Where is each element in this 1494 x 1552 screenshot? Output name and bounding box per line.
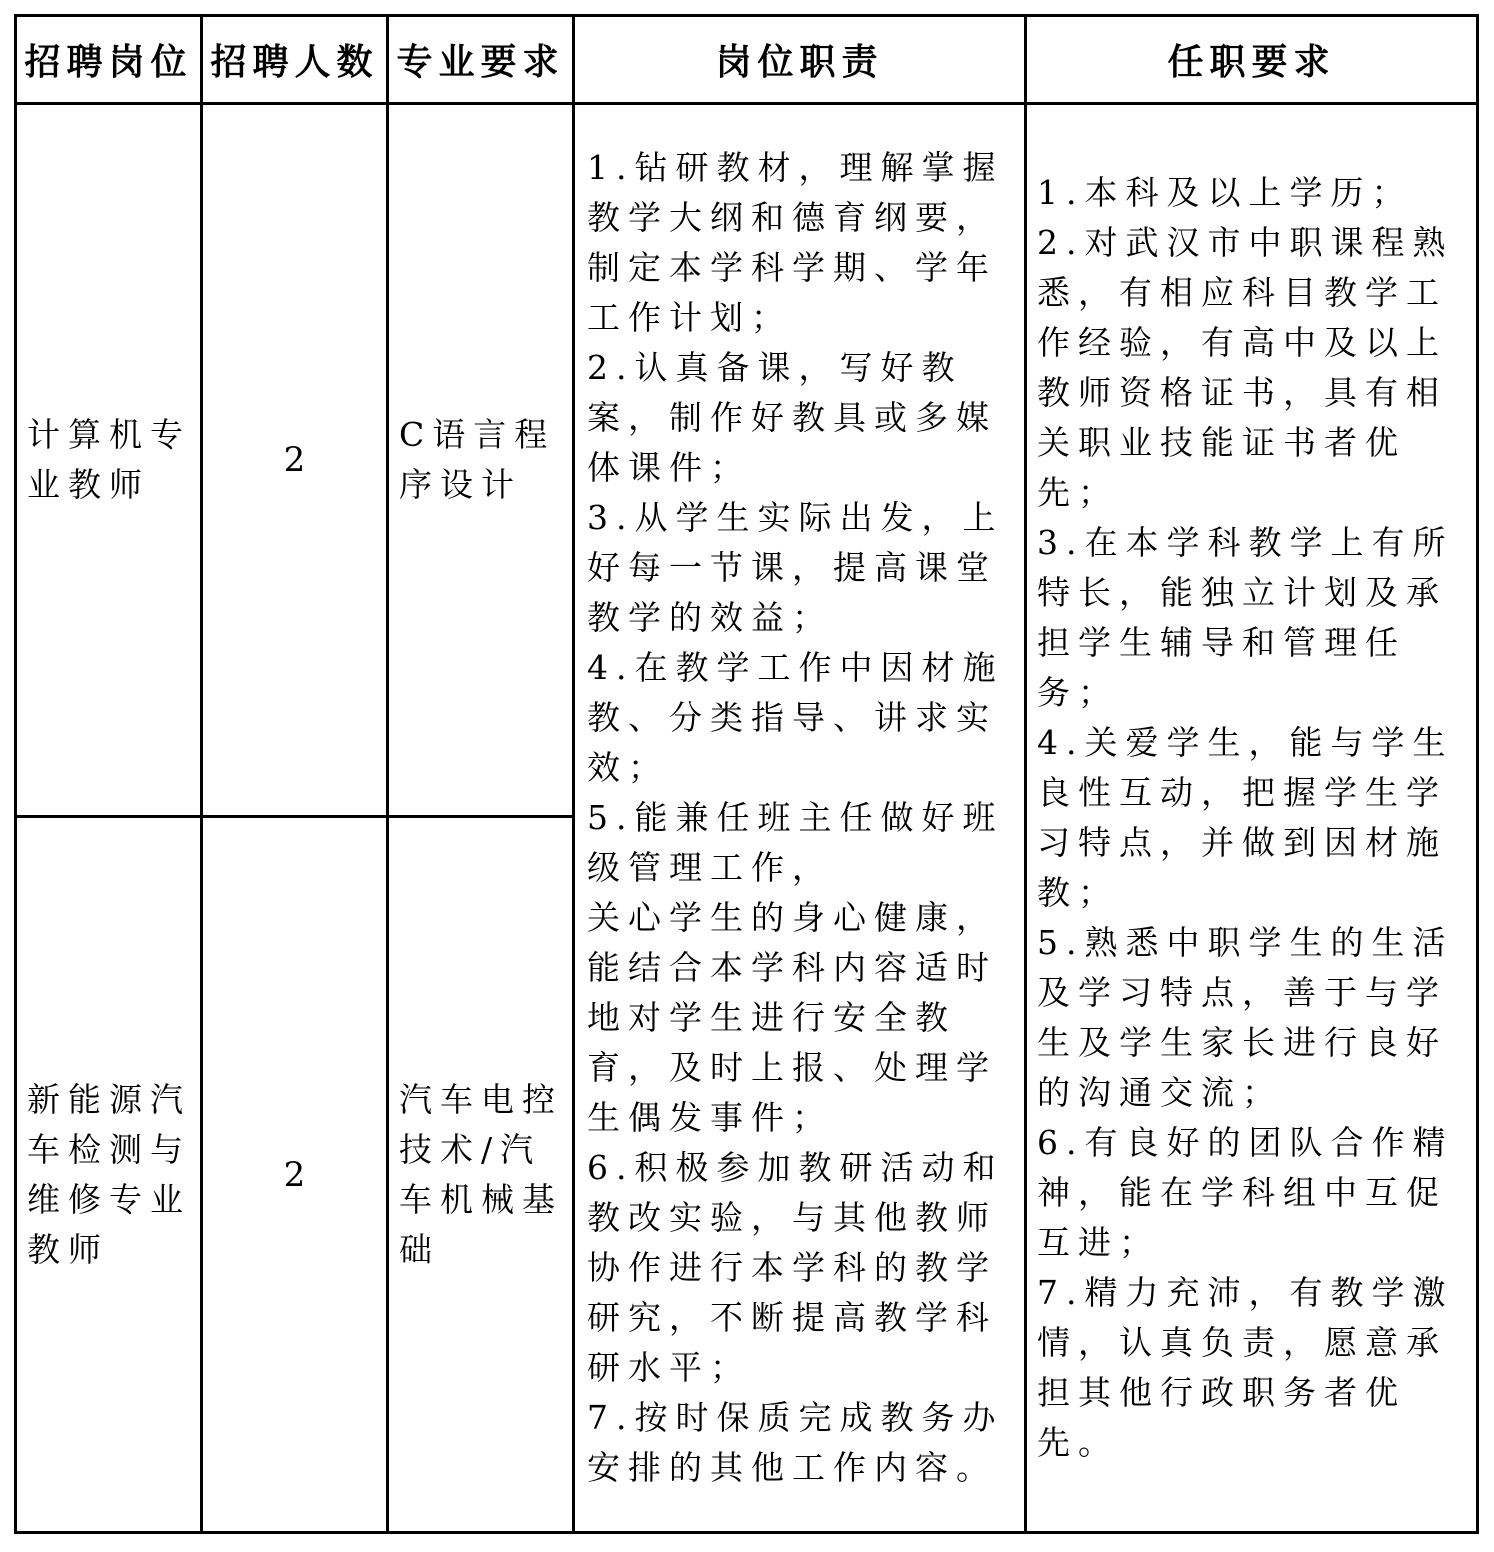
major-cell xyxy=(388,817,574,1533)
major-text: C语言程序设计 xyxy=(399,415,556,504)
position-cell xyxy=(16,104,202,817)
table-row xyxy=(16,104,1478,817)
duties-cell xyxy=(574,104,1026,1533)
count-cell: 2 xyxy=(202,817,388,1533)
header-count: 招聘人数 xyxy=(202,16,388,104)
header-position: 招聘岗位 xyxy=(16,16,202,104)
major-text: 汽车电控技术/汽车机械基础 xyxy=(399,1079,563,1269)
duties-text: 1.钻研教材，理解掌握教学大纲和德育纲要，制定本学科学期、学年工作计划； 2.认真备课，写好教案，制作好教具或多媒体课件； 3.从学生实际出发，上好每一节课，提高课堂教学的效益； 4.在教学工作中因材施教、分类指导、讲求实效； 5.能兼任班主任做好班级管理工作， 关心学生的身心健康，能结合本学科内容适时地对学生进行安全教育，及时上报、处理学生偶发事件； 6.积极参加教研活动和教改实验，与其他教师协作进行本学科的教学研究，不断提高教学科研水平； 7.按时保质完成教务办安排的其他工作内容。 xyxy=(587,148,1004,1487)
header-row xyxy=(16,16,1478,104)
position-cell xyxy=(16,817,202,1533)
header-requirements: 任职要求 xyxy=(1026,16,1478,104)
recruitment-table xyxy=(14,14,1479,1534)
position-name: 计算机专业教师 xyxy=(27,415,191,504)
requirements-cell xyxy=(1026,104,1478,1533)
header-duties: 岗位职责 xyxy=(574,16,1026,104)
count-cell: 2 xyxy=(202,104,388,817)
header-major: 专业要求 xyxy=(388,16,574,104)
requirements-text: 1.本科及以上学历； 2.对武汉市中职课程熟悉，有相应科目教学工作经验，有高中及以上教师资格证书，具有相关职业技能证书者优先； 3.在本学科教学上有所特长，能独立计划及承担学生辅导和管理任务； 4.关爱学生，能与学生良性互动，把握学生学习特点，并做到因材施教； 5.熟悉中职学生的生活及学习特点，善于与学生及学生家长进行良好的沟通交流； 6.有良好的团队合作精神，能在学科组中互促互进； 7.精力充沛，有教学激情，认真负责，愿意承担其他行政职务者优先。 xyxy=(1037,173,1454,1462)
position-name: 新能源汽车检测与维修专业教师 xyxy=(27,1079,191,1269)
major-cell xyxy=(388,104,574,817)
